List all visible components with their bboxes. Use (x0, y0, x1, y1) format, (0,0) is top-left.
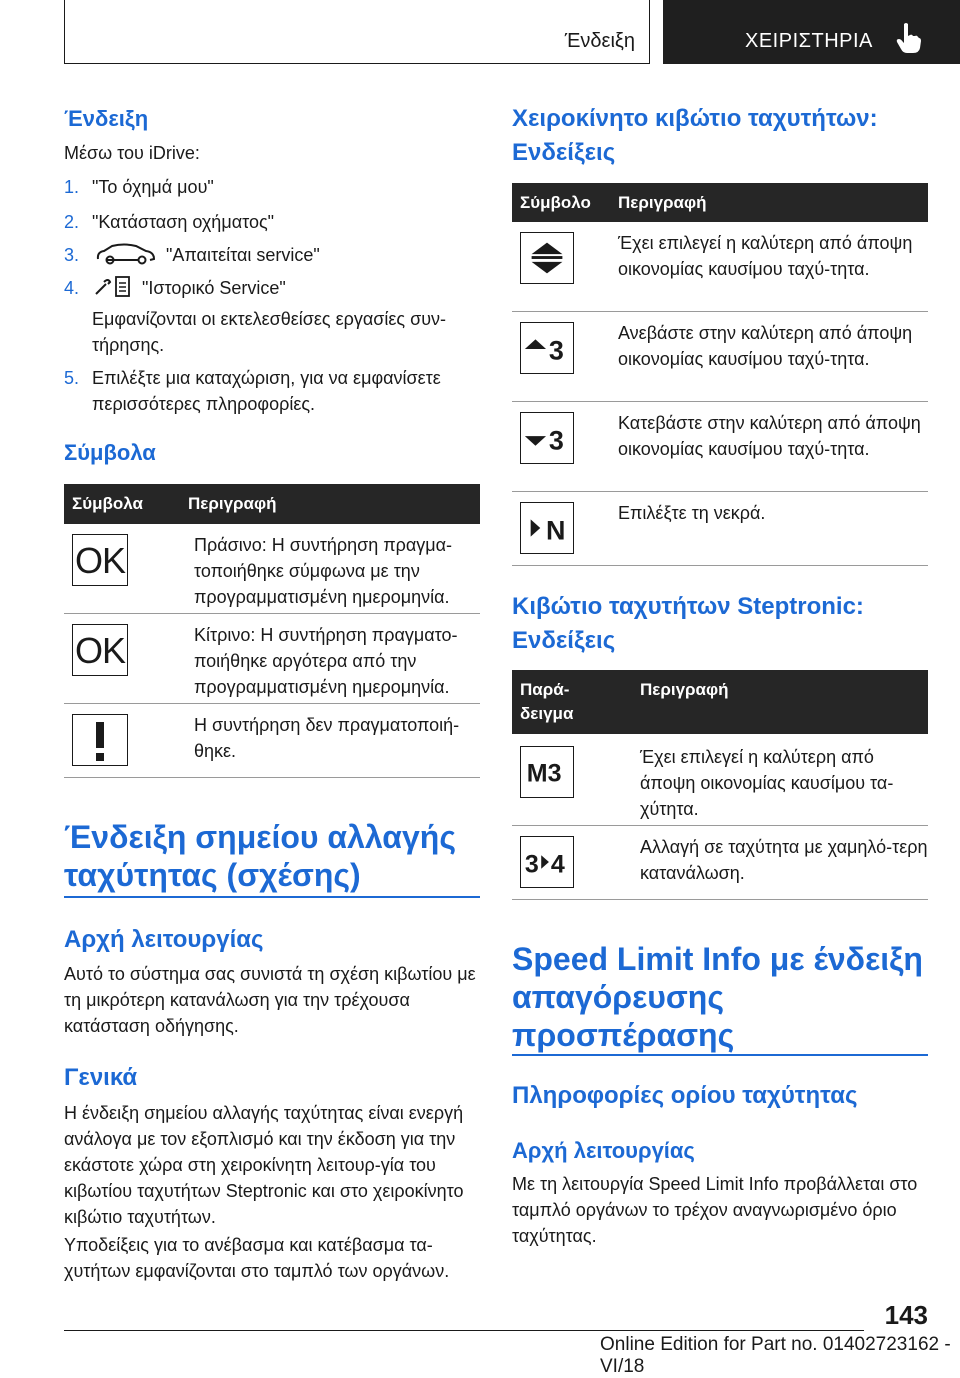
principle-heading: Αρχή λειτουργίας (64, 926, 264, 953)
row-divider (512, 401, 928, 402)
step-text: "Απαιτείται service" (166, 245, 320, 265)
display-heading: Ένδειξη (64, 106, 149, 131)
row-divider (512, 825, 928, 826)
limit-info-heading: Πληροφορίες ορίου ταχύτητας (512, 1082, 858, 1109)
svg-text:M3: M3 (526, 759, 562, 788)
speed-limit-heading: Speed Limit Info με ένδειξη απαγόρευσης προσπέρασης (512, 941, 923, 1053)
exclamation-dot (96, 753, 104, 761)
symbols-heading: Σύμβολα (64, 440, 156, 465)
table-cell: Ανεβάστε στην καλύτερη από άποψη οικονομίας καυσίμου ταχύ-τητα. (618, 323, 913, 369)
step-text: "Ιστορικό Service" (142, 278, 286, 298)
shift-3-to-4-icon (520, 836, 574, 888)
row-divider (512, 565, 928, 566)
exclamation-bar (96, 722, 104, 748)
step-number: 5. (64, 368, 80, 388)
row-divider (512, 899, 928, 900)
table-cell: Επιλέξτε τη νεκρά. (618, 503, 766, 523)
manual-mode-m3-icon (520, 746, 574, 798)
table-cell: Πράσινο: Η συντήρηση πραγμα-τοποιήθηκε σύμφωνα με την προγραμματισμένη ημερομηνία. (194, 535, 453, 607)
limit-principle-heading: Αρχή λειτουργίας (512, 1138, 695, 1163)
row-divider (512, 491, 928, 492)
row-divider (64, 613, 480, 614)
step-note: Εμφανίζονται οι εκτελεσθείσες εργασίες συν-τήρησης. (92, 309, 447, 355)
optimal-gear-icon (520, 232, 574, 284)
table-cell: Κατεβάστε στην καλύτερη από άποψη οικονομίας καυσίμου ταχύ-τητα. (618, 413, 921, 459)
shift-point-heading: Ένδειξη σημείου αλλαγής ταχύτητας (σχέσης) (64, 819, 456, 893)
general-text: Η ένδειξη σημείου αλλαγής ταχύτητας είναι ενεργή ανάλογα με τον εξοπλισμό και την έκδοση για την εκάστοτε χώρα στη χειροκίνητη λειτουρ-γία του κιβωτίου ταχυτήτων Steptronic και στο χειροκίνητο κιβώτιο ταχυτήτων. (64, 1103, 464, 1227)
limit-text: Με τη λειτουργία Speed Limit Info προβάλλεται στο ταμπλό οργάνων το τρέχον αναγνωρισμένο όριο ταχύτητας. (512, 1174, 918, 1246)
svg-text:3: 3 (548, 425, 564, 456)
general-heading: Γενικά (64, 1064, 138, 1091)
footer-rule (64, 1330, 864, 1331)
ok-green-label: OK (75, 540, 126, 581)
exclamation-symbol (72, 714, 128, 766)
edition-text: Online Edition for Part no. 01402723162 - VI/18 (600, 1334, 951, 1377)
table-cell: Αλλαγή σε ταχύτητα με χαμηλό-τερη κατανάλωση. (640, 837, 928, 883)
svg-text:N: N (546, 515, 566, 546)
upshift-3-icon (520, 322, 574, 374)
manual-table-header (512, 183, 928, 222)
col-header: Παρά-δειγμα (520, 680, 574, 723)
intro-text: Μέσω του iDrive: (64, 143, 200, 163)
table-cell: Η συντήρηση δεν πραγματοποιή-θηκε. (194, 715, 460, 761)
step-number: 1. (64, 177, 80, 197)
table-cell: Έχει επιλεγεί η καλύτερη από άποψη οικονομίας καυσίμου τα-χύτητα. (640, 747, 894, 819)
header-section-label: Ένδειξη (564, 30, 635, 52)
row-divider (64, 777, 480, 778)
ok-yellow-label: OK (75, 630, 126, 671)
heading-rule (64, 896, 480, 898)
svg-text:3: 3 (524, 850, 539, 879)
manual-gearbox-heading: Χειροκίνητο κιβώτιο ταχυτήτων: Ενδείξεις (512, 105, 878, 166)
page-number: 143 (884, 1300, 928, 1330)
step-number: 2. (64, 212, 80, 232)
service-history-icon (94, 274, 132, 300)
col-header: Περιγραφή (618, 193, 707, 212)
header-section-box (64, 0, 650, 64)
symbols-table-header (64, 484, 480, 524)
step-text: "Το όχημά μου" (92, 177, 214, 197)
row-divider (512, 311, 928, 312)
principle-text: Αυτό το σύστημα σας συνιστά τη σχέση κιβωτίου με τη μικρότερη κατανάλωση για την τρέχουσα κατάσταση οδήγησης. (64, 964, 476, 1036)
svg-text:3: 3 (548, 335, 564, 366)
svg-text:4: 4 (550, 850, 565, 879)
ok-green-symbol (72, 534, 128, 586)
car-service-icon (94, 241, 158, 267)
header-chapter-label: ΧΕΙΡΙΣΤΗΡΙΑ (745, 30, 873, 52)
step-number: 4. (64, 278, 80, 298)
ok-yellow-symbol (72, 624, 128, 676)
steptronic-table-header (512, 670, 928, 734)
pointing-hand-icon (895, 22, 923, 54)
table-cell: Κίτρινο: Η συντήρηση πραγματο-ποιήθηκε αργότερα από την προγραμματισμένη ημερομηνία. (194, 625, 458, 697)
heading-rule (512, 1054, 928, 1056)
col-header: Περιγραφή (188, 494, 277, 513)
row-divider (64, 703, 480, 704)
step-number: 3. (64, 245, 80, 265)
steptronic-heading: Κιβώτιο ταχυτήτων Steptronic: Ενδείξεις (512, 593, 864, 654)
neutral-icon (520, 502, 574, 554)
header-chapter-tab[interactable] (663, 0, 960, 64)
col-header: Σύμβολα (72, 494, 143, 513)
col-header: Σύμβολο (520, 193, 591, 212)
table-cell: Έχει επιλεγεί η καλύτερη από άποψη οικονομίας καυσίμου ταχύ-τητα. (618, 233, 913, 279)
step-text: Επιλέξτε μια καταχώριση, για να εμφανίσετε περισσότερες πληροφορίες. (92, 368, 441, 414)
downshift-3-icon (520, 412, 574, 464)
step-text: "Κατάσταση οχήματος" (92, 212, 275, 232)
general-text: Υποδείξεις για το ανέβασμα και κατέβασμα τα-χυτήτων εμφανίζονται στο ταμπλό των οργάνων. (64, 1235, 450, 1281)
col-header: Περιγραφή (640, 680, 729, 699)
